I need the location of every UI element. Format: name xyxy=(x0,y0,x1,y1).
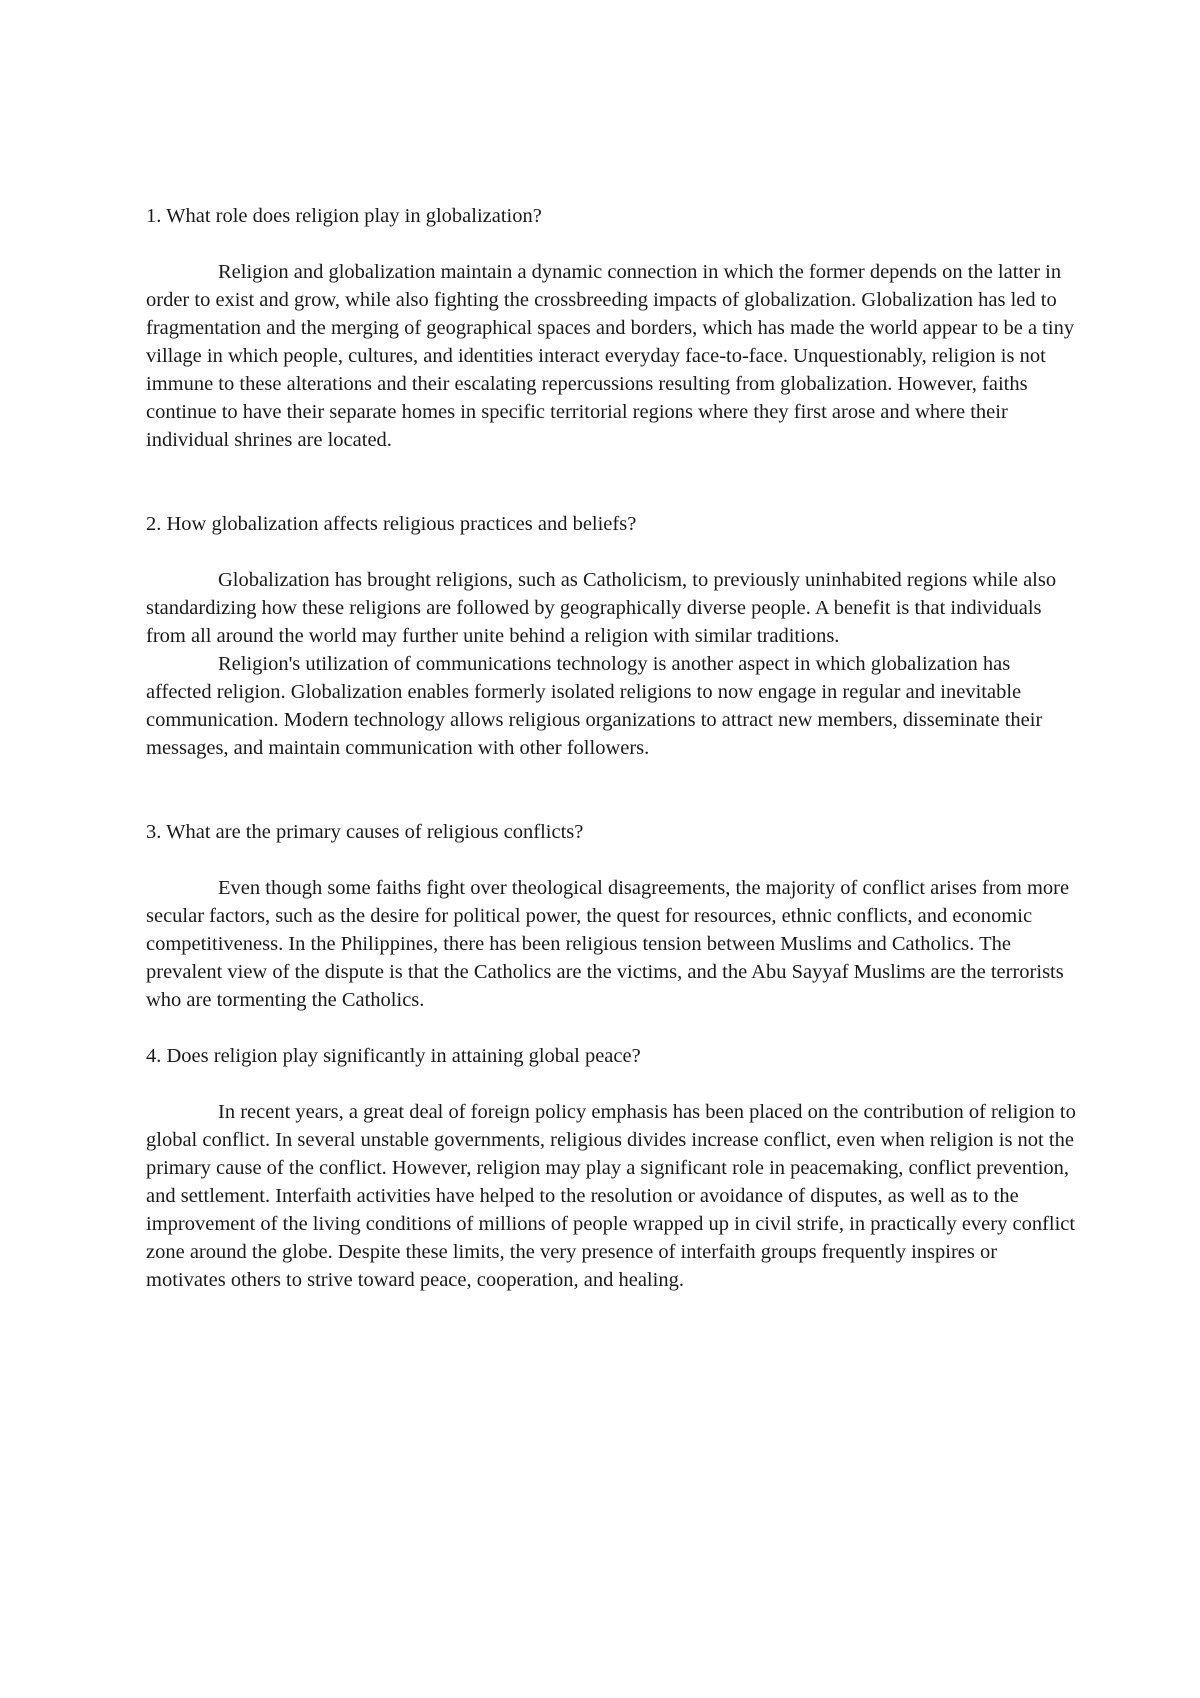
answer-4-paragraph-1: In recent years, a great deal of foreign policy emphasis has been placed on the contribution of religion to global conflict. In several unstable governments, religious divides increase conflict, even when religion is not the primary cause of the conflict. However, religion may play a significant role in peacemaking, conflict prevention, and settlement. Interfaith activities have helped to the resolution or avoidance of disputes, as well as to the improvement of the living conditions of millions of people wrapped up in civil strife, in practically every conflict zone around the globe. Despite these limits, the very presence of interfaith groups frequently inspires or motivates others to strive toward peace, cooperation, and healing. xyxy=(146,1101,1076,1291)
answer-2 xyxy=(146,566,1076,762)
document-body xyxy=(146,202,1076,1294)
section-4 xyxy=(146,1042,1076,1294)
section-3 xyxy=(146,818,1076,1014)
answer-1 xyxy=(146,258,1076,454)
answer-3-paragraph-1: Even though some faiths fight over theological disagreements, the majority of conflict arises from more secular factors, such as the desire for political power, the quest for resources, ethnic conflicts, and economic competitiveness. In the Philippines, there has been religious tension between Muslims and Catholics. The prevalent view of the dispute is that the Catholics are the victims, and the Abu Sayyaf Muslims are the terrorists who are tormenting the Catholics. xyxy=(146,877,1070,1011)
answer-1-paragraph-1: Religion and globalization maintain a dynamic connection in which the former depends on the latter in order to exist and grow, while also fighting the crossbreeding impacts of globalization. Globalization has led to fragmentation and the merging of geographical spaces and borders, which has made the world appear to be a tiny village in which people, cultures, and identities interact everyday face-to-face. Unquestionably, religion is not immune to these alterations and their escalating repercussions resulting from globalization. However, faiths continue to have their separate homes in specific territorial regions where they first arose and where their individual shrines are located. xyxy=(146,261,1075,451)
question-3: 3. What are the primary causes of religious conflicts? xyxy=(146,821,584,843)
answer-2-paragraph-1: Globalization has brought religions, such as Catholicism, to previously uninhabited regions while also standardizing how these religions are followed by geographically diverse people. A benefit is that individuals from all around the world may further unite behind a religion with similar traditions. xyxy=(146,569,1057,647)
answer-4 xyxy=(146,1098,1076,1294)
answer-3 xyxy=(146,874,1076,1014)
section-1 xyxy=(146,202,1076,454)
question-1: 1. What role does religion play in globalization? xyxy=(146,205,542,227)
answer-2-paragraph-2: Religion's utilization of communications technology is another aspect in which globalization has affected religion. Globalization enables formerly isolated religions to now engage in regular and inevitable communication. Modern technology allows religious organizations to attract new members, disseminate their messages, and maintain communication with other followers. xyxy=(146,653,1043,759)
question-4: 4. Does religion play significantly in attaining global peace? xyxy=(146,1045,641,1067)
question-2: 2. How globalization affects religious practices and beliefs? xyxy=(146,513,637,535)
section-2 xyxy=(146,510,1076,762)
